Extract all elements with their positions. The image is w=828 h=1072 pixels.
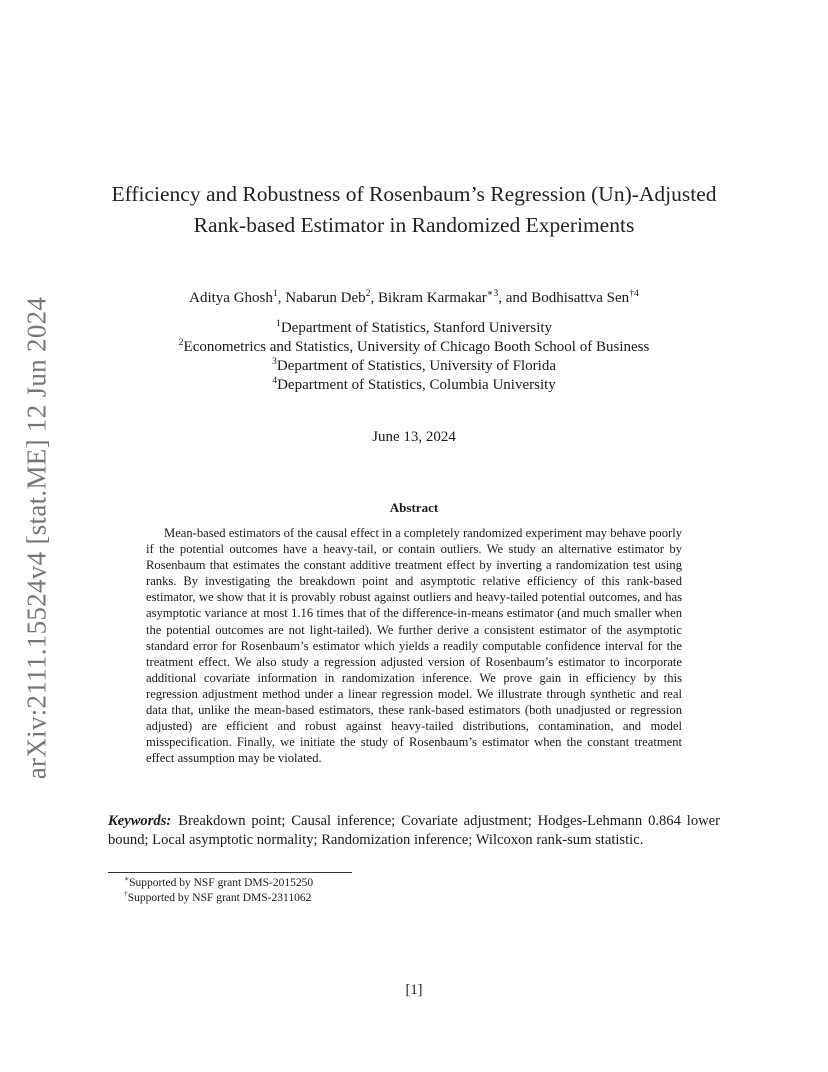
author-affil-marker: 2 bbox=[365, 288, 371, 299]
author-name: Bodhisattva Sen bbox=[531, 290, 630, 306]
arxiv-stamp-text: arXiv:2111.15524v4 [stat.ME] 12 Jun 2024 bbox=[21, 296, 52, 780]
author-affil-marker: ∗3 bbox=[486, 288, 499, 299]
abstract-heading: Abstract bbox=[389, 500, 439, 515]
abstract-text: Mean-based estimators of the causal effect in a completely randomized experiment may behave poorly if the potential outcomes have a heavy-tail, or contain outliers. We study an alternative estimator by Rosenbaum that estimates the constant additive treatment effect by inverting a randomization test using ranks. By investigating the breakdown point and asymptotic relative efficiency of this rank-based estimator, we show that it is provably robust against outliers and heavy-tailed potential outcomes, and has asymptotic variance at most 1.16 times that of the difference-in-means estimator (and much smaller when the potential outcomes are not light-tailed). We further derive a consistent estimator of the asymptotic standard error for Rosenbaum’s estimator which yields a readily computable confidence interval for the treatment effect. We also study a regression adjusted version of Rosenbaum’s estimator to incorporate additional covariate information in randomization inference. We prove gain in efficiency by this regression adjustment method under a linear regression model. We illustrate through synthetic and real data that, unlike the mean-based estimators, these rank-based estimators (both unadjusted or regression adjusted) are efficient and robust against heavy-tailed distributions, contamination, and model misspecification. Finally, we initiate the study of Rosenbaum’s estimator when the constant treatment effect assumption may be violated. bbox=[146, 526, 682, 766]
paper-date: June 13, 2024 bbox=[372, 429, 456, 445]
author-affil-marker: †4 bbox=[629, 288, 639, 299]
footnote-rule bbox=[108, 872, 352, 873]
affiliations bbox=[100, 319, 728, 395]
page-number: [1] bbox=[405, 982, 423, 998]
paper-title: Efficiency and Robustness of Rosenbaum’s Regression (Un)-Adjusted Rank-based Estimator in Randomized Experiments bbox=[111, 182, 717, 237]
author-name: Aditya Ghosh bbox=[189, 290, 273, 306]
footnote: ∗Supported by NSF grant DMS-2015250 bbox=[124, 874, 314, 889]
affiliation-line: $^4$Department of Statistics, Columbia University bbox=[272, 375, 556, 393]
abstract-body bbox=[146, 525, 682, 766]
footnote: †Supported by NSF grant DMS-2311062 bbox=[124, 889, 312, 904]
keywords-label: Keywords: bbox=[108, 813, 172, 829]
author-name: Bikram Karmakar bbox=[378, 290, 487, 306]
affiliation-line: $^1$Department of Statistics, Stanford University bbox=[275, 318, 553, 336]
author-name: Nabarun Deb bbox=[285, 290, 366, 306]
affiliation-line: $^3$Department of Statistics, University of Florida bbox=[272, 356, 556, 374]
author-list: Aditya Ghosh$^1$, Nabarun Deb$^2$, Bikram Karmakar$^{∗3}$, and Bodhisattva Sen$^{\dagger 4}$ bbox=[189, 288, 639, 306]
keywords-text: Breakdown point; Causal inference; Covariate adjustment; Hodges-Lehmann 0.864 lower bound; Local asymptotic normality; Randomization inference; Wilcoxon rank-sum statistic. bbox=[108, 813, 720, 848]
affiliation-line: $^2$Econometrics and Statistics, University of Chicago Booth School of Business bbox=[178, 337, 650, 355]
author-affil-marker: 1 bbox=[272, 288, 278, 299]
keywords bbox=[108, 812, 720, 850]
footnotes bbox=[124, 876, 524, 906]
